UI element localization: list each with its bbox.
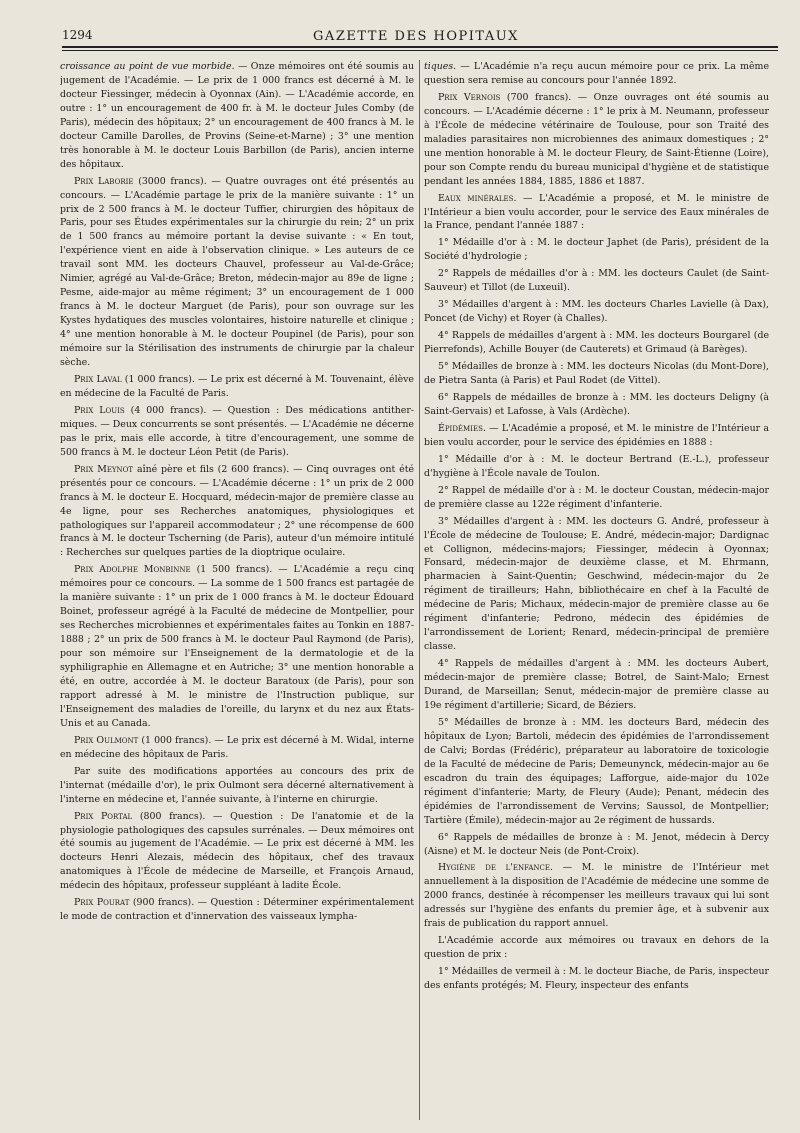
- section-title: Prix Laval: [74, 373, 122, 385]
- journal-title: GAZETTE DES HOPITAUX: [313, 29, 519, 44]
- article-paragraph: [424, 298, 769, 326]
- section-title: Prix Pourat: [74, 897, 130, 909]
- section-title: Prix Adolphe Monbinne: [74, 564, 191, 576]
- paragraph-text: (900 francs). — Question : Déterminer expérimentalement le mode de contraction et d'innervation des vaisseaux lympha-: [60, 897, 414, 923]
- page-number: 1294: [62, 28, 93, 42]
- paragraph-text: (1 500 francs). — L'Académie a reçu cinq mémoires pour ce concours. — La somme de 1 500 francs est partagée de la manière suivante : 1° un prix de 1 000 francs à M. le docteur Édouard Boinet, professeur agrégé à la Faculté de médecine de Montpellier, pour ses Recherches microbiennes et expérimentales faites au Tonkin en 1887-1888 ; 2° un prix de 500 francs à M. le docteur Paul Raymond (de Paris), pour son mémoire sur l'Enseignement de la dermatologie et de la syphiligraphie en Allemagne et en Autriche; 3° une mention honorable a été, en outre, accordée à M. le docteur Baratoux (de Paris), pour son rapport adressé à M. le ministre de l'Instruction publique, sur l'Enseignement des maladies de l'oreille, du larynx et du nez aux États-Unis et au Canada.: [60, 564, 414, 729]
- right-column: [424, 60, 769, 1120]
- article-paragraph: [424, 267, 769, 295]
- paragraph-text: 4° Rappels de médailles d'argent à : MM. les docteurs Aubert, médecin-major de première classe; Botrel, de Saint-Malo; Ernest Durand, de Marseillan; Senut, médecin-major de première classe au 19e régiment d'artillerie; Sicard, de Béziers.: [424, 658, 769, 711]
- paragraph-text: 3° Médailles d'argent à : MM. les docteurs Charles Lavielle (à Dax), Poncet (de Vichy) et Royer (à Challes).: [424, 299, 769, 325]
- article-paragraph: [60, 373, 414, 401]
- article-paragraph: [60, 463, 414, 561]
- article-paragraph: [60, 765, 414, 807]
- section-title: Prix Portal: [74, 810, 133, 822]
- paragraph-text: . — M. le ministre de l'Intérieur met annuellement à la disposition de l'Académie de médecine une somme de 2000 francs, destinée à récompenser les meilleurs travaux qui lui sont adressés sur l'hygiène des enfants du premier âge, et à subvenir aux frais de publication du rapport annuel.: [424, 862, 769, 930]
- article-paragraph: [60, 734, 414, 762]
- section-title: Prix Laborie: [74, 175, 134, 187]
- italic-text: tiques.: [424, 61, 457, 72]
- article-paragraph: [424, 831, 769, 859]
- section-title: Prix Louis: [74, 404, 125, 416]
- article-paragraph: [60, 563, 414, 730]
- article-paragraph: [60, 60, 414, 172]
- paragraph-text: 4° Rappels de médailles d'argent à : MM. les docteurs Bourgarel (de Pierrefonds), Achille Bouyer (de Cauterets) et Grimaud (à Barèges).: [424, 330, 769, 356]
- header-rule-thin: [62, 50, 778, 51]
- paragraph-text: (1 000 francs). — Le prix est décerné à M. Touvenaint, élève en médecine de la Faculté de Paris.: [60, 373, 414, 399]
- article-paragraph: [60, 810, 414, 894]
- section-title: Prix Vernois: [438, 91, 501, 103]
- column-divider: [419, 60, 420, 1120]
- header-rule: [62, 46, 778, 48]
- article-paragraph: [424, 657, 769, 713]
- paragraph-text: . — L'Académie a proposé, et M. le ministre de l'Intérieur a bien voulu accorder, pour le service des Eaux minérales de la France, pendant l'année 1887 :: [424, 192, 769, 232]
- article-paragraph: [424, 360, 769, 388]
- article-paragraph: [424, 192, 769, 234]
- paragraph-text: aîné père et fils (2 600 francs). — Cinq ouvrages ont été présentés pour ce concours. — L'Académie décerne : 1° un prix de 2 000 francs à M. le docteur E. Hocquard, médecin-major de première classe au 4e ligne, pour ses Recherches anatomiques, physiologiques et pathologiques sur l'appareil accommodateur ; 2° une récompense de 600 francs à M. le docteur Tscherning (de Paris), auteur d'un mémoire intitulé : Recherches sur quelques parties de la dioptrique oculaire.: [60, 463, 414, 559]
- article-paragraph: [424, 453, 769, 481]
- article-paragraph: [424, 60, 769, 88]
- left-column: [60, 60, 414, 1120]
- paragraph-text: 2° Rappels de médailles d'or à : MM. les docteurs Caulet (de Saint-Sauveur) et Tillot (de Luxeuil).: [424, 268, 769, 294]
- paragraph-text: 1° Médailles de vermeil à : M. le docteur Biache, de Paris, inspecteur des enfants protégés; M. Fleury, inspecteur des enfants: [424, 966, 769, 992]
- paragraph-text: 6° Rappels de médailles de bronze à : M. Jenot, médecin à Dercy (Aisne) et M. le docteur Neis (de Pont-Croix).: [424, 831, 769, 857]
- paragraph-text: L'Académie accorde aux mémoires ou travaux en dehors de la question de prix :: [424, 935, 769, 961]
- paragraph-text: . — L'Académie a proposé, et M. le ministre de l'Intérieur a bien voulu accorder, pour le service des épidémies en 1888 :: [424, 422, 769, 448]
- page-header: [62, 22, 770, 44]
- article-paragraph: [424, 716, 769, 828]
- paragraph-text: — Onze mémoires ont été soumis au jugement de l'Académie. — Le prix de 1 000 francs est décerné à M. le docteur Fiessinger, médecin à Oyonnax (Ain). — L'Académie accorde, en outre : 1° un encouragement de 400 fr. à M. le docteur Jules Comby (de Paris), médecin des hôpitaux; 2° un encouragement de 400 francs à M. le docteur Camille Darolles, de Provins (Seine-et-Marne) ; 3° une mention très honorable à M. le docteur Louis Barbillon (de Paris), ancien interne des hôpitaux.: [60, 61, 414, 170]
- paragraph-text: (3000 francs). — Quatre ouvrages ont été présentés au concours. — L'Académie partage le prix de la manière suivante : 1° un prix de 2 500 francs à M. le docteur Tuffier, chirurgien des hôpitaux de Paris, pour ses Études expérimentales sur la chirurgie du rein; 2° un prix de 1 500 francs au mémoire portant la devise suivante : « En tout, l'expérience vient en aide à l'observation clinique. » Les auteurs de ce travail sont MM. les docteurs Chauvel, professeur au Val-de-Grâce; Nimier, agrégé au Val-de-Grâce; Breton, médecin-major au 89e de ligne ; Pesme, aide-major au même régiment; 3° un encouragement de 1 000 francs à M. le docteur Marguet (de Paris), pour son ouvrage sur les Kystes hydatiques des muscles volontaires, histoire naturelle et clinique ; 4° une mention honorable à M. le docteur Poupinel (de Paris), pour son mémoire sur la Stérilisation des instruments de chirurgie par la chaleur sèche.: [60, 175, 414, 369]
- section-title: Eaux minérales: [438, 192, 514, 204]
- paragraph-text: 2° Rappel de médaille d'or à : M. le docteur Coustan, médecin-major de première classe au 122e régiment d'infanterie.: [424, 484, 769, 510]
- paragraph-text: Par suite des modifications apportées au concours des prix de l'internat (médaille d'or), le prix Oulmont sera décerné alternativement à l'interne en médecine et, l'année suivante, à l'interne en chirurgie.: [60, 765, 414, 805]
- paragraph-text: (4 000 francs). — Question : Des médications antithermiques. — Deux concurrents se sont présentés. — L'Académie ne décerne pas le prix, mais elle accorde, à titre d'encouragement, une somme de 500 francs à M. le docteur Léon Petit (de Paris).: [60, 404, 414, 458]
- paragraph-text: 5° Médailles de bronze à : MM. les docteurs Bard, médecin des hôpitaux de Lyon; Bartoli, médecin des épidémies de l'arrondissement de Calvi; Bordas (Frédéric), préparateur au laboratoire de toxicologie de la Faculté de médecine de Paris; Demeunynck, médecin-major au 6e escadron du train des équipages; Lafforgue, aide-major du 102e régiment d'infanterie; Marty, de Fleury (Aude); Penant, médecin des épidémies de l'arrondissement de Vervins; Saussol, de Montpellier; Tartière (Émile), médecin-major au 2e régiment de hussards.: [424, 716, 769, 826]
- paragraph-text: (700 francs). — Onze ouvrages ont été soumis au concours. — L'Académie décerne : 1° le prix à M. Neumann, professeur à l'École de médecine vétérinaire de Toulouse, pour son Traité des maladies parasitaires non microbiennes des animaux domestiques ; 2° une mention honorable à M. le docteur Fleury, de Saint-Étienne (Loire), pour son Compte rendu du bureau municipal d'hygiène et de statistique pendant les années 1884, 1885, 1886 et 1887.: [424, 91, 769, 187]
- article-paragraph: [424, 934, 769, 962]
- paragraph-text: 5° Médailles de bronze à : MM. les docteurs Nicolas (du Mont-Dore), de Pietra Santa (à Paris) et Paul Rodet (de Vittel).: [424, 361, 769, 387]
- article-paragraph: [424, 236, 769, 264]
- paragraph-text: 3° Médailles d'argent à : MM. les docteurs G. André, professeur à l'École de médecine de Toulouse; E. André, médecin-major; Dardignac et Collignon, médecins-majors; Fiessinger, médecin à Oyonnax; Fonsard, médecin-major de deuxième classe, et M. Ehrmann, pharmacien à Saint-Quentin; Geschwind, médecin-major du 2e régiment de tirailleurs; Hahn, bibliothécaire en chef à la Faculté de médecine de Paris; Michaux, médecin-major de première classe au 6e régiment d'infanterie; Pedrono, médecin des épidémies de l'arrondissement de Lorient; Renard, médecin-principal de première classe.: [424, 515, 769, 653]
- article-paragraph: [424, 329, 769, 357]
- article-paragraph: [424, 515, 769, 655]
- article-paragraph: [60, 175, 414, 370]
- article-paragraph: [60, 404, 414, 460]
- paragraph-text: 6° Rappels de médailles de bronze à : MM. les docteurs Deligny (à Saint-Gervais) et Lafosse, à Vals (Ardèche).: [424, 391, 769, 417]
- article-paragraph: [424, 484, 769, 512]
- italic-text: croissance au point de vue morbide.: [60, 61, 235, 72]
- section-title: Prix Oulmont: [74, 734, 139, 746]
- article-paragraph: [424, 91, 769, 189]
- article-paragraph: [424, 965, 769, 993]
- section-title: Hygiène de l'enfance: [438, 862, 551, 874]
- article-paragraph: [424, 391, 769, 419]
- article-paragraph: [424, 861, 769, 931]
- paragraph-text: (1 000 francs). — Le prix est décerné à M. Widal, interne en médecine des hôpitaux de Paris.: [60, 734, 414, 760]
- article-paragraph: [424, 422, 769, 450]
- paragraph-text: — L'Académie n'a reçu aucun mémoire pour ce prix. La même question sera remise au concours pour l'année 1892.: [424, 61, 769, 86]
- paragraph-text: (800 francs). — Question : De l'anatomie et de la physiologie pathologiques des capsules surrénales. — Deux mémoires ont été soumis au jugement de l'Académie. — Le prix est décerné à MM. les docteurs Henri Alezais, médecin des hôpitaux, chef des travaux anatomiques à l'École de médecine de Marseille, et François Arnaud, médecin des hôpitaux, professeur suppléant à ladite École.: [60, 810, 414, 892]
- section-title: Prix Meynot: [74, 463, 134, 475]
- article-paragraph: [60, 896, 414, 924]
- paragraph-text: 1° Médaille d'or à : M. le docteur Bertrand (E.-L.), professeur d'hygiène à l'École navale de Toulon.: [424, 453, 769, 479]
- paragraph-text: 1° Médaille d'or à : M. le docteur Japhet (de Paris), président de la Société d'hydrologie ;: [424, 237, 769, 263]
- section-title: Épidémies: [438, 422, 483, 434]
